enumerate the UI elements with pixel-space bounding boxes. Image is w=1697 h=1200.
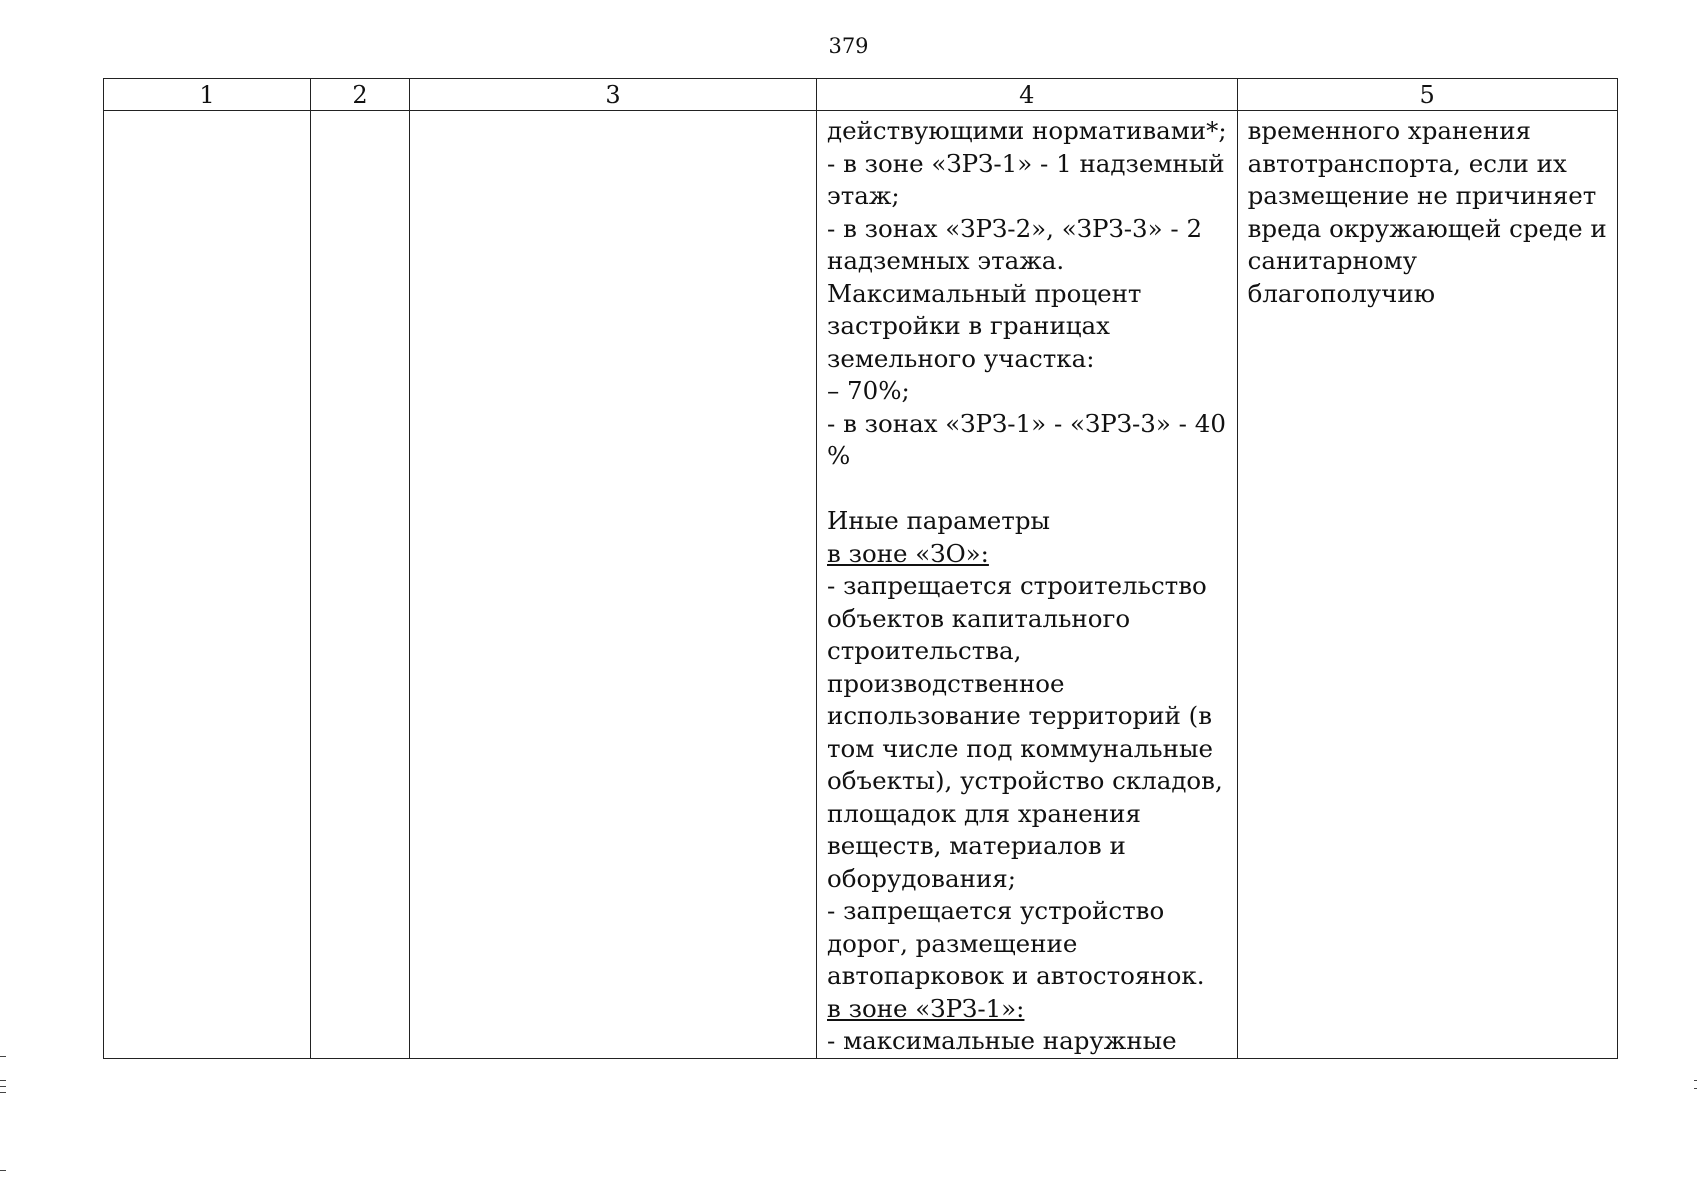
column-header-4: 4 — [817, 79, 1238, 111]
cell-col-3 — [410, 111, 817, 1059]
cell-col-4 — [817, 111, 1238, 1059]
header-row — [104, 79, 1618, 111]
text-line: благополучию — [1247, 278, 1436, 308]
text-line: застройки в границах — [827, 311, 1110, 340]
zone-heading-zrz-1: в зоне «ЗРЗ-1»: — [827, 993, 1025, 1023]
column-header-1: 1 — [104, 79, 311, 111]
scan-edge-mark — [0, 1056, 6, 1057]
text-line: санитарному — [1247, 246, 1417, 275]
text-line: оборудования; — [827, 863, 1016, 893]
text-line: веществ, материалов и — [827, 831, 1126, 860]
column-header-2: 2 — [311, 79, 410, 111]
cell-col-5 — [1237, 111, 1617, 1059]
blank-line — [827, 473, 1227, 506]
text-line: действующими нормативами*; — [827, 116, 1227, 145]
text-line: строительства, — [827, 636, 1022, 665]
text-line: - в зоне «ЗРЗ-1» - 1 надземный — [827, 148, 1225, 178]
text-line: временного хранения — [1247, 116, 1531, 145]
text-line: использование территорий (в — [827, 701, 1213, 730]
text-line: этаж; — [827, 181, 900, 210]
text-line: - запрещается строительство — [827, 571, 1207, 600]
text-line: - запрещается устройство — [827, 896, 1165, 925]
text-line — [827, 538, 1227, 571]
regulations-table — [103, 78, 1618, 1059]
scan-edge-mark — [0, 1092, 6, 1093]
scan-edge-mark — [0, 1086, 6, 1087]
text-line: вреда окружающей среде и — [1247, 213, 1607, 243]
parameters-text — [817, 111, 1237, 1058]
text-line: % — [827, 441, 851, 470]
text-line: том числе под коммунальные — [827, 733, 1213, 763]
text-line: земельного участка: — [827, 343, 1095, 373]
scan-edge-mark — [0, 1170, 6, 1171]
cell-col-1 — [104, 111, 311, 1059]
column-header-5: 5 — [1237, 79, 1617, 111]
column-header-3: 3 — [410, 79, 817, 111]
text-line: - в зонах «ЗРЗ-1» - «ЗРЗ-3» - 40 — [827, 408, 1226, 438]
text-line: Иные параметры — [827, 506, 1051, 535]
text-line: автотранспорта, если их — [1247, 148, 1567, 178]
permitted-use-text — [1238, 111, 1617, 310]
text-line: – 70%; — [827, 376, 910, 405]
text-line: Максимальный процент — [827, 278, 1142, 308]
text-line: размещение не причиняет — [1247, 181, 1597, 210]
text-line: - максимальные наружные — [827, 1026, 1177, 1055]
text-line: объектов капитального — [827, 603, 1131, 633]
zone-heading-zo: в зоне «ЗО»: — [827, 538, 989, 568]
table-row — [104, 111, 1618, 1059]
text-line: объекты), устройство складов, — [827, 766, 1223, 795]
text-line: автопарковок и автостоянок. — [827, 961, 1205, 990]
text-line: - в зонах «ЗРЗ-2», «ЗРЗ-3» - 2 — [827, 213, 1203, 243]
text-line — [827, 993, 1227, 1026]
text-line: производственное — [827, 668, 1065, 698]
page-number: 379 — [828, 34, 869, 58]
cell-col-2 — [311, 111, 410, 1059]
scan-edge-mark — [0, 1080, 6, 1081]
text-line: площадок для хранения — [827, 798, 1141, 828]
text-line: надземных этажа. — [827, 246, 1065, 275]
text-line: дорог, размещение — [827, 928, 1078, 958]
